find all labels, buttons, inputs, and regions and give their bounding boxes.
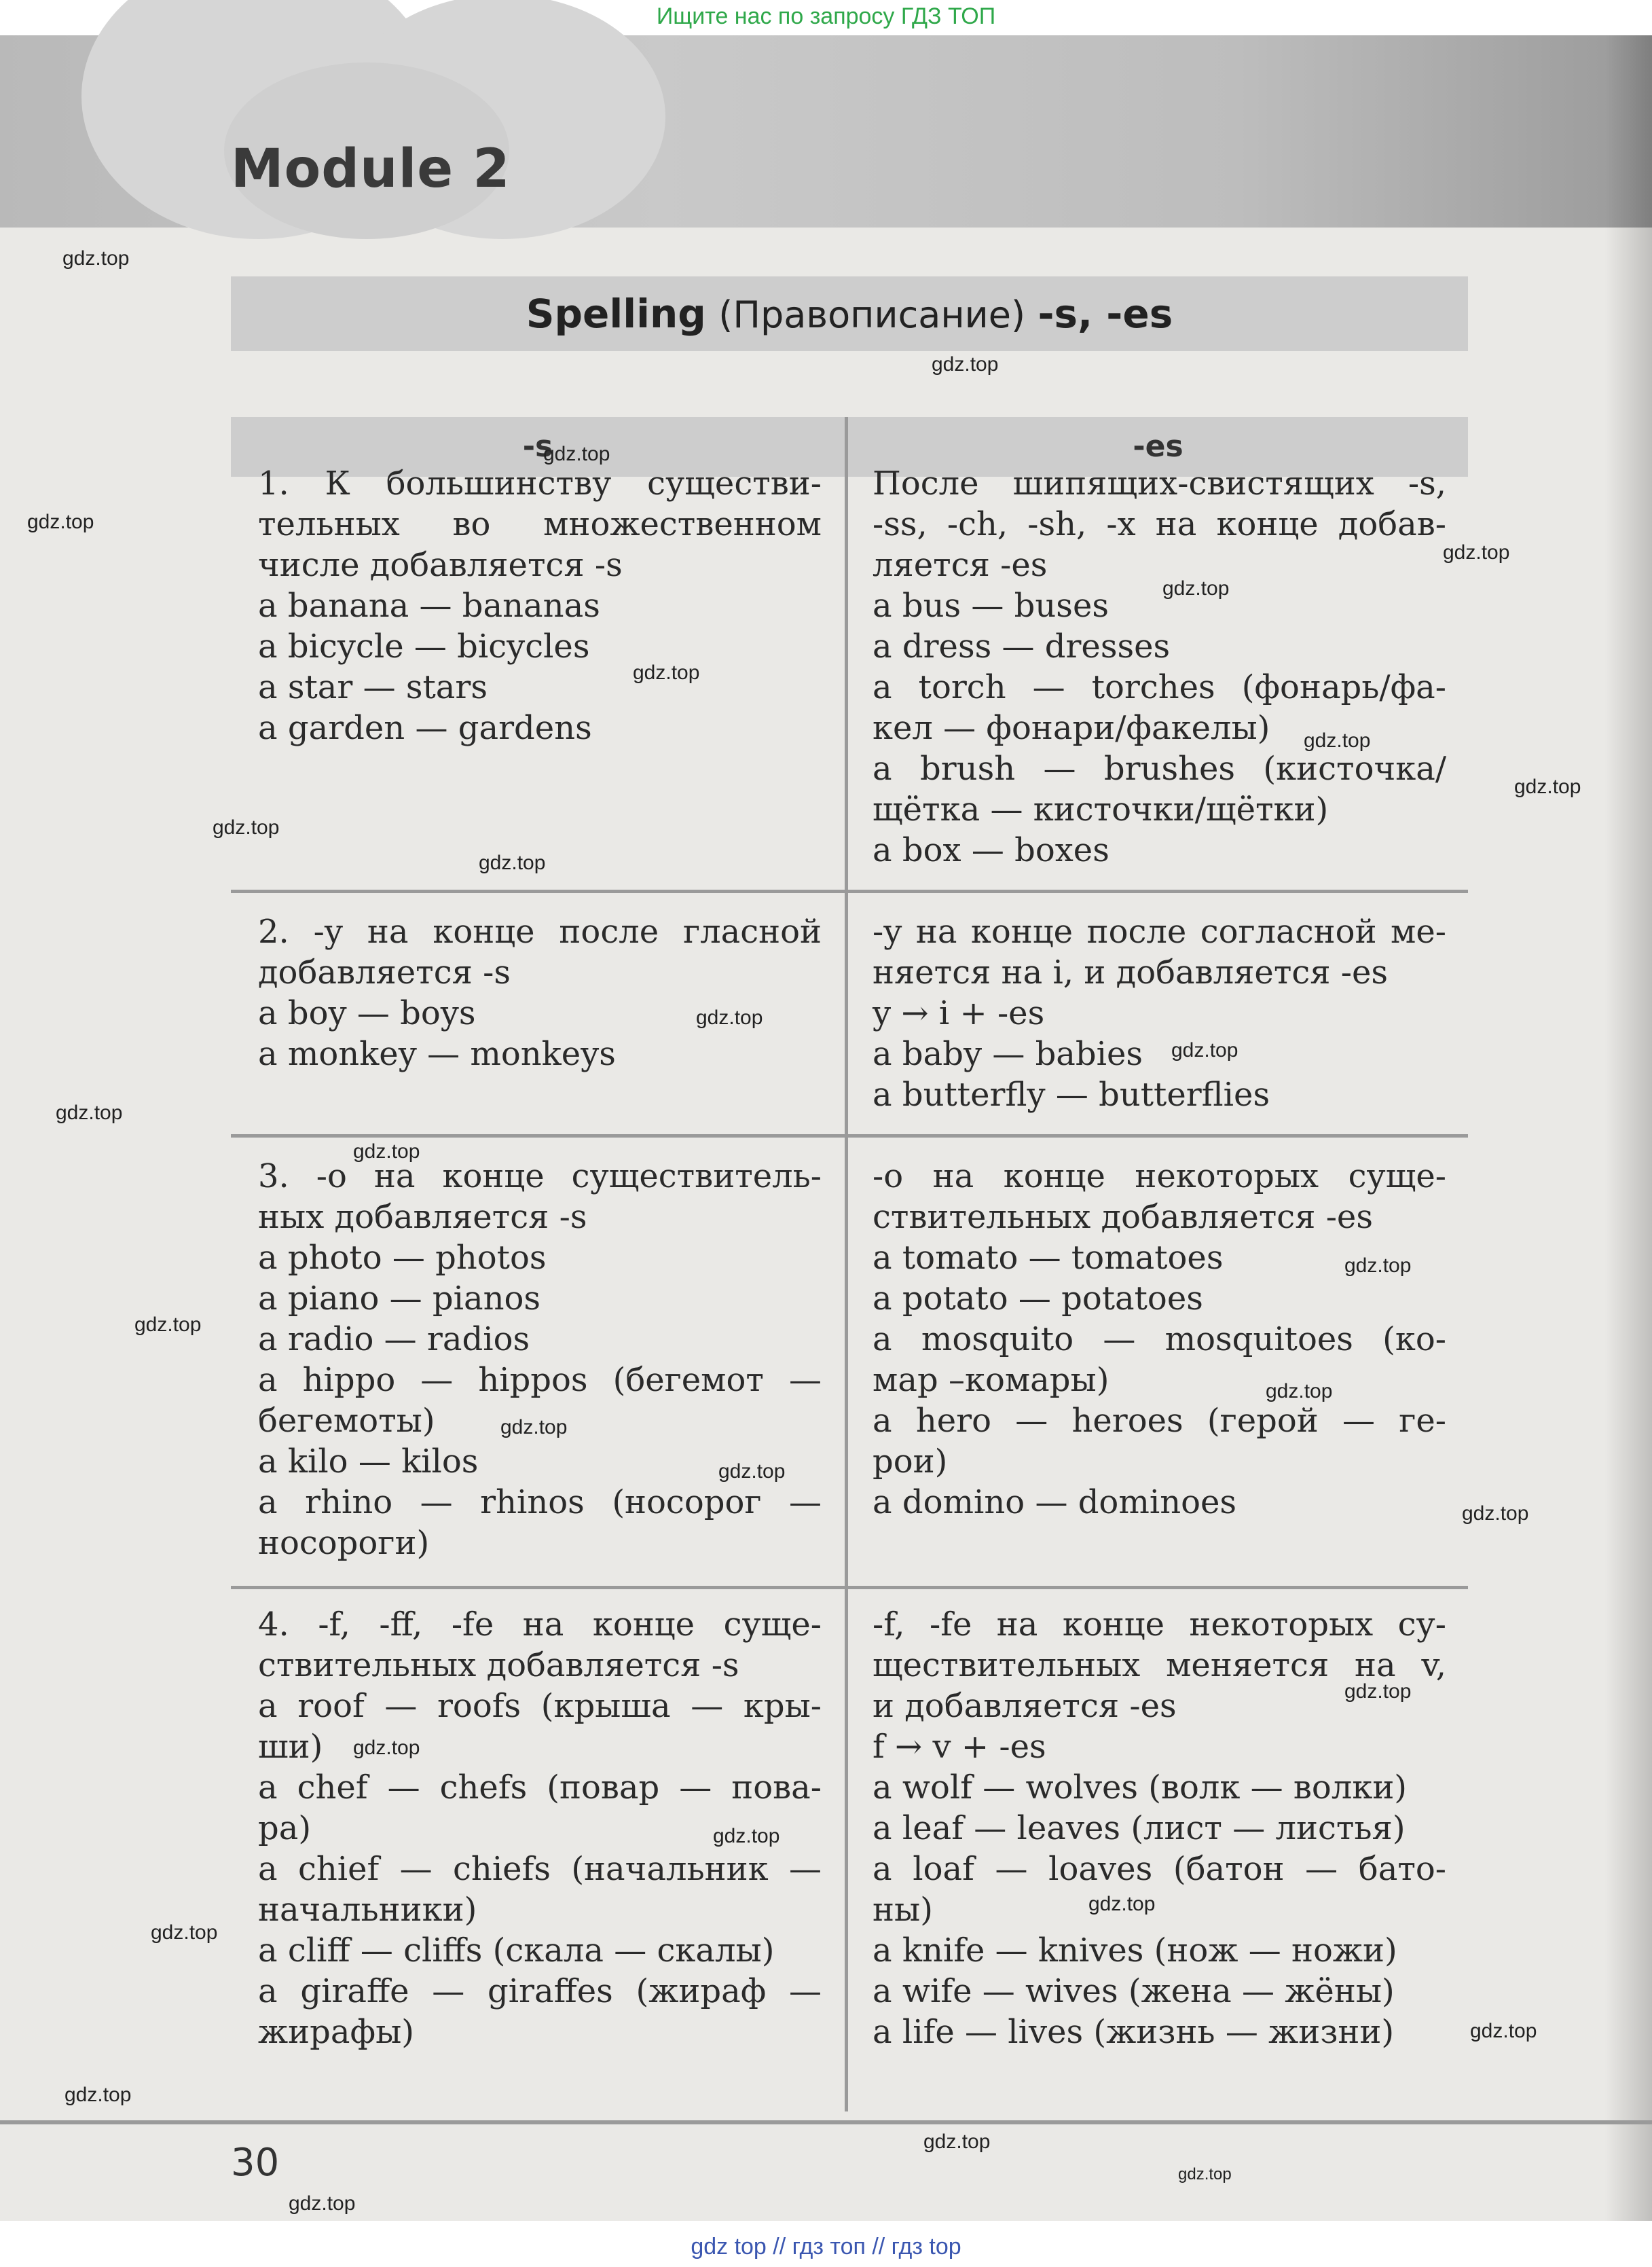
row-divider bbox=[231, 890, 1468, 893]
top-banner[interactable]: Ищите нас по запросу ГДЗ ТОП bbox=[0, 0, 1652, 35]
example: a garden — gardens bbox=[258, 709, 592, 747]
rule-text: 2. -y на конце после гласной bbox=[258, 913, 822, 951]
rule-text: ляется -es bbox=[873, 546, 1048, 584]
rule-formula: y → i + -es bbox=[873, 994, 1045, 1032]
example: a baby — babies bbox=[873, 1035, 1143, 1073]
rule-text: ществительных меняется на v, bbox=[873, 1646, 1446, 1684]
rule-1-es bbox=[873, 463, 1446, 871]
example: a hippo — hippos (бегемот — bbox=[258, 1361, 822, 1399]
example: a chef — chefs (повар — пова- bbox=[258, 1769, 822, 1807]
rule-2-es bbox=[873, 911, 1446, 1115]
watermark: gdz.top bbox=[213, 816, 280, 839]
watermark: gdz.top bbox=[500, 1416, 568, 1438]
example: a photo — photos bbox=[258, 1239, 547, 1277]
watermark: gdz.top bbox=[27, 511, 94, 533]
watermark: gdz.top bbox=[289, 2192, 356, 2215]
example: a star — stars bbox=[258, 668, 488, 706]
example: ра) bbox=[258, 1809, 312, 1847]
watermark: gdz.top bbox=[1462, 1502, 1529, 1525]
watermark: gdz.top bbox=[633, 661, 700, 684]
rule-3-s bbox=[258, 1156, 822, 1563]
example: мар –комары) bbox=[873, 1361, 1109, 1399]
example: бегемоты) bbox=[258, 1402, 435, 1440]
example: жирафы) bbox=[258, 2013, 414, 2051]
example: a butterfly — butterflies bbox=[873, 1076, 1270, 1114]
section-title bbox=[231, 276, 1468, 351]
watermark: gdz.top bbox=[1470, 2020, 1537, 2042]
example: ны) bbox=[873, 1891, 933, 1929]
example: a cliff — cliffs (скала — скалы) bbox=[258, 1932, 775, 1970]
example: a boy — boys bbox=[258, 994, 476, 1032]
watermark: gdz.top bbox=[696, 1006, 763, 1029]
example: a kilo — kilos bbox=[258, 1443, 479, 1481]
rule-text: После шипящих-свистящих -s, bbox=[873, 465, 1446, 503]
rule-text: -y на конце после согласной ме- bbox=[873, 913, 1446, 951]
rule-text: няется на i, и добавляется -es bbox=[873, 954, 1389, 992]
example: a chief — chiefs (начальник — bbox=[258, 1850, 822, 1888]
watermark: gdz.top bbox=[479, 852, 546, 874]
watermark: gdz.top bbox=[56, 1102, 123, 1124]
example: кел — фонари/факелы) bbox=[873, 709, 1270, 747]
section-title-en: Spelling bbox=[526, 291, 706, 337]
rule-text: 1. К большинству существи- bbox=[258, 465, 822, 503]
page-header bbox=[0, 35, 1652, 228]
watermark: gdz.top bbox=[1344, 1254, 1412, 1277]
watermark: gdz.top bbox=[543, 443, 610, 465]
example: a knife — knives (нож — ножи) bbox=[873, 1932, 1397, 1970]
footer-rule bbox=[0, 2120, 1652, 2124]
example: a domino — dominoes bbox=[873, 1483, 1237, 1521]
rule-text: и добавляется -es bbox=[873, 1687, 1177, 1725]
rule-3-es bbox=[873, 1156, 1446, 1523]
example: рои) bbox=[873, 1443, 948, 1481]
rule-formula: f → v + -es bbox=[873, 1728, 1046, 1766]
example: a monkey — monkeys bbox=[258, 1035, 616, 1073]
rule-text: 4. -f, -ff, -fe на конце суще- bbox=[258, 1606, 822, 1644]
watermark: gdz.top bbox=[353, 1140, 420, 1163]
rule-1-s bbox=[258, 463, 822, 748]
rule-text: -f, -fe на конце некоторых су- bbox=[873, 1606, 1446, 1644]
rule-text: добавляется -s bbox=[258, 954, 511, 992]
example: a banana — bananas bbox=[258, 587, 600, 625]
watermark: gdz.top bbox=[1443, 541, 1510, 564]
watermark: gdz.top bbox=[713, 1825, 780, 1847]
example: ши) bbox=[258, 1728, 323, 1766]
example: a life — lives (жизнь — жизни) bbox=[873, 2013, 1395, 2051]
row-divider bbox=[231, 1134, 1468, 1138]
rule-2-s bbox=[258, 911, 822, 1074]
rule-text: 3. -o на конце существитель- bbox=[258, 1157, 822, 1195]
watermark: gdz.top bbox=[718, 1460, 786, 1483]
watermark: gdz.top bbox=[151, 1921, 218, 1944]
rule-text: -o на конце некоторых суще- bbox=[873, 1157, 1446, 1195]
textbook-page bbox=[0, 35, 1652, 2221]
example: a roof — roofs (крыша — кры- bbox=[258, 1687, 822, 1725]
page-edge-shadow bbox=[1604, 35, 1652, 2221]
row-divider bbox=[231, 1586, 1468, 1589]
rule-text: ных добавляется -s bbox=[258, 1198, 587, 1236]
watermark: gdz.top bbox=[62, 247, 130, 270]
example: a potato — potatoes bbox=[873, 1280, 1203, 1318]
watermark: gdz.top bbox=[932, 353, 999, 376]
watermark: gdz.top bbox=[1162, 577, 1230, 600]
example: a radio — radios bbox=[258, 1320, 530, 1358]
column-divider bbox=[845, 417, 848, 2111]
rule-text: тельных во множественном bbox=[258, 505, 822, 543]
example: a box — boxes bbox=[873, 831, 1109, 869]
example: a brush — brushes (кисточка/ bbox=[873, 750, 1446, 788]
page-number: 30 bbox=[231, 2141, 280, 2185]
example: носороги) bbox=[258, 1524, 430, 1562]
example: начальники) bbox=[258, 1891, 477, 1929]
example: a leaf — leaves (лист — листья) bbox=[873, 1809, 1406, 1847]
column-header-s: -s bbox=[231, 417, 845, 477]
rule-text: числе добавляется -s bbox=[258, 546, 623, 584]
example: a giraffe — giraffes (жираф — bbox=[258, 1972, 822, 2010]
watermark: gdz.top bbox=[65, 2084, 132, 2106]
example: a hero — heroes (герой — ге- bbox=[873, 1402, 1446, 1440]
watermark: gdz.top bbox=[1088, 1893, 1156, 1915]
example: a piano — pianos bbox=[258, 1280, 541, 1318]
example: a rhino — rhinos (носорог — bbox=[258, 1483, 822, 1521]
example: a tomato — tomatoes bbox=[873, 1239, 1224, 1277]
watermark: gdz.top bbox=[1344, 1680, 1412, 1703]
watermark: gdz.top bbox=[923, 2130, 991, 2153]
bottom-banner[interactable]: gdz top // гдз топ // гдз top bbox=[0, 2226, 1652, 2267]
watermark: gdz.top bbox=[1304, 729, 1371, 752]
watermark: gdz.top bbox=[1178, 2165, 1232, 2183]
watermark: gdz.top bbox=[1171, 1039, 1238, 1062]
watermark: gdz.top bbox=[1514, 776, 1581, 798]
watermark: gdz.top bbox=[353, 1737, 420, 1759]
watermark: gdz.top bbox=[134, 1313, 202, 1336]
example: a bus — buses bbox=[873, 587, 1109, 625]
module-title: Module 2 bbox=[231, 139, 511, 200]
rule-text: -ss, -ch, -sh, -x на конце добав- bbox=[873, 505, 1446, 543]
rule-4-es bbox=[873, 1604, 1446, 2052]
section-title-ru: (Правописание) bbox=[718, 293, 1026, 336]
watermark: gdz.top bbox=[1266, 1380, 1333, 1402]
example: a wolf — wolves (волк — волки) bbox=[873, 1769, 1408, 1807]
rule-text: ствительных добавляется -s bbox=[258, 1646, 739, 1684]
section-title-suffix: -s, -es bbox=[1038, 291, 1173, 337]
rule-text: ствительных добавляется -es bbox=[873, 1198, 1373, 1236]
example: a torch — torches (фонарь/фа- bbox=[873, 668, 1446, 706]
example: a dress — dresses bbox=[873, 628, 1171, 666]
example: a mosquito — mosquitoes (ко- bbox=[873, 1320, 1446, 1358]
column-header-es: -es bbox=[848, 417, 1468, 477]
example: щётка — кисточки/щётки) bbox=[873, 791, 1329, 829]
example: a bicycle — bicycles bbox=[258, 628, 590, 666]
example: a loaf — loaves (батон — бато- bbox=[873, 1850, 1446, 1888]
example: a wife — wives (жена — жёны) bbox=[873, 1972, 1395, 2010]
